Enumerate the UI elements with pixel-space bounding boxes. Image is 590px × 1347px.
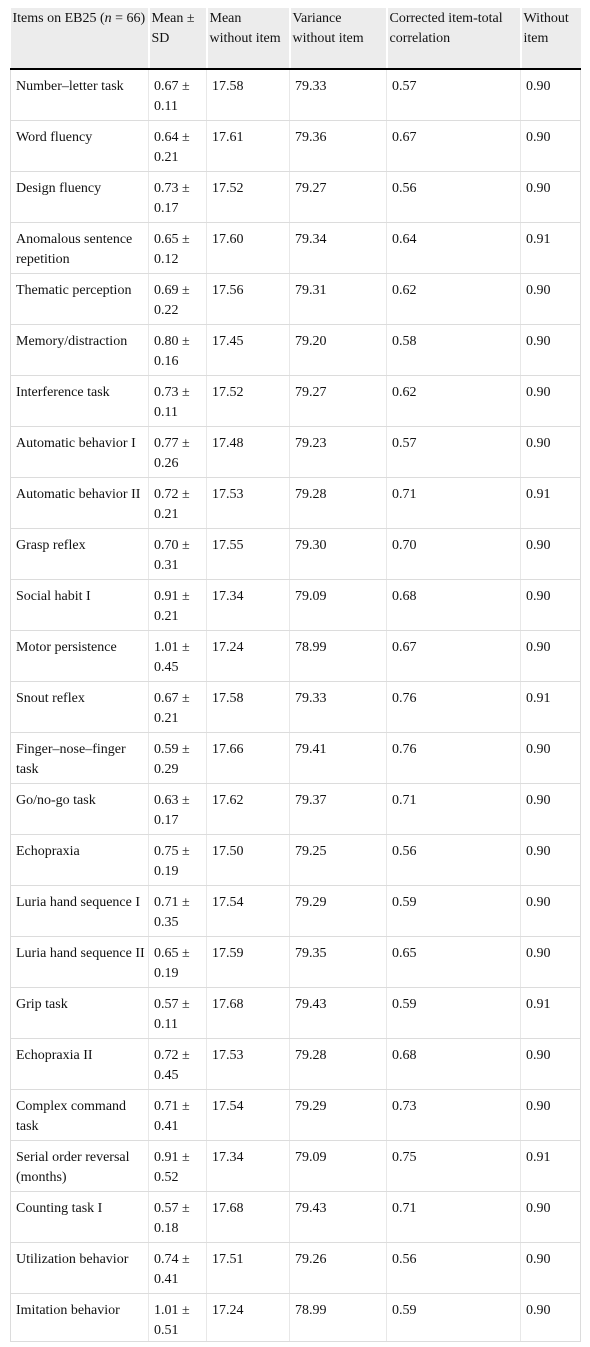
cell-corrected-correlation: 0.75 — [387, 1140, 521, 1191]
cell-corrected-correlation: 0.56 — [387, 171, 521, 222]
table-row — [11, 1140, 581, 1191]
cell-corrected-correlation: 0.68 — [387, 1038, 521, 1089]
table-row — [11, 222, 581, 273]
cell-item: Memory/distraction — [11, 324, 149, 375]
table-row — [11, 171, 581, 222]
cell-variance-without-item: 78.99 — [290, 1293, 387, 1341]
cell-without-item: 0.90 — [521, 630, 581, 681]
cell-corrected-correlation: 0.57 — [387, 69, 521, 120]
cell-item: Luria hand sequence I — [11, 885, 149, 936]
cell-mean-sd: 0.72 ± 0.21 — [149, 477, 207, 528]
cell-mean-without-item: 17.68 — [207, 987, 290, 1038]
cell-mean-without-item: 17.62 — [207, 783, 290, 834]
table-row — [11, 1038, 581, 1089]
cell-item: Echopraxia — [11, 834, 149, 885]
cell-item: Thematic perception — [11, 273, 149, 324]
cell-mean-sd: 0.77 ± 0.26 — [149, 426, 207, 477]
cell-corrected-correlation: 0.68 — [387, 579, 521, 630]
cell-mean-sd: 0.57 ± 0.11 — [149, 987, 207, 1038]
cell-mean-without-item: 17.59 — [207, 936, 290, 987]
table-row — [11, 375, 581, 426]
cell-mean-without-item: 17.48 — [207, 426, 290, 477]
cell-mean-without-item: 17.53 — [207, 477, 290, 528]
cell-without-item: 0.91 — [521, 1140, 581, 1191]
cell-corrected-correlation: 0.73 — [387, 1089, 521, 1140]
table-row — [11, 783, 581, 834]
cell-variance-without-item: 79.33 — [290, 681, 387, 732]
cell-without-item: 0.90 — [521, 273, 581, 324]
cell-variance-without-item: 79.35 — [290, 936, 387, 987]
cell-corrected-correlation: 0.56 — [387, 1242, 521, 1293]
cell-without-item: 0.90 — [521, 1191, 581, 1242]
cell-corrected-correlation: 0.64 — [387, 222, 521, 273]
table-row — [11, 1293, 581, 1341]
cell-without-item: 0.91 — [521, 477, 581, 528]
item-statistics-table — [10, 8, 581, 1342]
table-row — [11, 987, 581, 1038]
cell-variance-without-item: 79.41 — [290, 732, 387, 783]
cell-mean-without-item: 17.58 — [207, 69, 290, 120]
cell-variance-without-item: 79.23 — [290, 426, 387, 477]
header-row — [11, 8, 581, 69]
cell-mean-sd: 0.69 ± 0.22 — [149, 273, 207, 324]
cell-mean-sd: 1.01 ± 0.45 — [149, 630, 207, 681]
cell-without-item: 0.90 — [521, 120, 581, 171]
cell-mean-sd: 0.65 ± 0.19 — [149, 936, 207, 987]
cell-mean-sd: 0.67 ± 0.21 — [149, 681, 207, 732]
table-row — [11, 1191, 581, 1242]
header-items: Items on EB25 (n = 66) — [11, 8, 149, 69]
cell-corrected-correlation: 0.71 — [387, 477, 521, 528]
table-row — [11, 936, 581, 987]
table-row — [11, 732, 581, 783]
cell-variance-without-item: 79.29 — [290, 885, 387, 936]
cell-mean-sd: 0.70 ± 0.31 — [149, 528, 207, 579]
cell-variance-without-item: 79.27 — [290, 375, 387, 426]
table-row — [11, 528, 581, 579]
cell-item: Number–letter task — [11, 69, 149, 120]
cell-mean-sd: 0.63 ± 0.17 — [149, 783, 207, 834]
cell-corrected-correlation: 0.76 — [387, 681, 521, 732]
cell-variance-without-item: 79.43 — [290, 987, 387, 1038]
cell-mean-without-item: 17.68 — [207, 1191, 290, 1242]
table-row — [11, 1242, 581, 1293]
cell-mean-without-item: 17.45 — [207, 324, 290, 375]
cell-without-item: 0.90 — [521, 528, 581, 579]
cell-mean-without-item: 17.52 — [207, 171, 290, 222]
cell-without-item: 0.90 — [521, 1293, 581, 1341]
table-row — [11, 477, 581, 528]
cell-corrected-correlation: 0.67 — [387, 120, 521, 171]
table-row — [11, 885, 581, 936]
cell-mean-sd: 0.64 ± 0.21 — [149, 120, 207, 171]
table-header — [11, 8, 581, 69]
cell-mean-without-item: 17.58 — [207, 681, 290, 732]
cell-variance-without-item: 79.20 — [290, 324, 387, 375]
cell-mean-sd: 0.80 ± 0.16 — [149, 324, 207, 375]
cell-mean-without-item: 17.53 — [207, 1038, 290, 1089]
cell-mean-without-item: 17.54 — [207, 885, 290, 936]
cell-mean-sd: 0.75 ± 0.19 — [149, 834, 207, 885]
cell-without-item: 0.91 — [521, 987, 581, 1038]
cell-corrected-correlation: 0.59 — [387, 1293, 521, 1341]
cell-item: Go/no-go task — [11, 783, 149, 834]
cell-variance-without-item: 79.31 — [290, 273, 387, 324]
cell-item: Complex command task — [11, 1089, 149, 1140]
cell-corrected-correlation: 0.58 — [387, 324, 521, 375]
cell-item: Anomalous sentence repetition — [11, 222, 149, 273]
cell-corrected-correlation: 0.57 — [387, 426, 521, 477]
cell-mean-sd: 0.72 ± 0.45 — [149, 1038, 207, 1089]
cell-mean-without-item: 17.61 — [207, 120, 290, 171]
header-without-item: Without item — [521, 8, 581, 69]
cell-mean-without-item: 17.55 — [207, 528, 290, 579]
cell-without-item: 0.90 — [521, 1038, 581, 1089]
table-row — [11, 324, 581, 375]
table-body — [11, 69, 581, 1341]
cell-mean-without-item: 17.60 — [207, 222, 290, 273]
cell-mean-without-item: 17.52 — [207, 375, 290, 426]
header-mean-without-item: Mean without item — [207, 8, 290, 69]
cell-corrected-correlation: 0.62 — [387, 273, 521, 324]
cell-item: Snout reflex — [11, 681, 149, 732]
cell-item: Imitation behavior — [11, 1293, 149, 1341]
cell-item: Design fluency — [11, 171, 149, 222]
cell-corrected-correlation: 0.56 — [387, 834, 521, 885]
cell-corrected-correlation: 0.76 — [387, 732, 521, 783]
cell-item: Luria hand sequence II — [11, 936, 149, 987]
cell-variance-without-item: 79.29 — [290, 1089, 387, 1140]
cell-corrected-correlation: 0.70 — [387, 528, 521, 579]
cell-variance-without-item: 79.36 — [290, 120, 387, 171]
cell-item: Word fluency — [11, 120, 149, 171]
cell-without-item: 0.90 — [521, 579, 581, 630]
cell-corrected-correlation: 0.59 — [387, 987, 521, 1038]
cell-without-item: 0.90 — [521, 375, 581, 426]
cell-mean-sd: 0.65 ± 0.12 — [149, 222, 207, 273]
cell-without-item: 0.90 — [521, 171, 581, 222]
table-row — [11, 834, 581, 885]
table-row — [11, 69, 581, 120]
cell-mean-sd: 0.74 ± 0.41 — [149, 1242, 207, 1293]
cell-corrected-correlation: 0.67 — [387, 630, 521, 681]
cell-mean-sd: 0.59 ± 0.29 — [149, 732, 207, 783]
cell-item: Serial order reversal (months) — [11, 1140, 149, 1191]
cell-mean-without-item: 17.56 — [207, 273, 290, 324]
table-row — [11, 273, 581, 324]
cell-item: Automatic behavior I — [11, 426, 149, 477]
cell-without-item: 0.90 — [521, 783, 581, 834]
cell-item: Grasp reflex — [11, 528, 149, 579]
cell-mean-sd: 0.71 ± 0.41 — [149, 1089, 207, 1140]
cell-mean-without-item: 17.54 — [207, 1089, 290, 1140]
cell-item: Grip task — [11, 987, 149, 1038]
cell-mean-sd: 0.91 ± 0.21 — [149, 579, 207, 630]
cell-item: Counting task I — [11, 1191, 149, 1242]
cell-variance-without-item: 79.34 — [290, 222, 387, 273]
cell-variance-without-item: 79.37 — [290, 783, 387, 834]
cell-variance-without-item: 79.26 — [290, 1242, 387, 1293]
table-row — [11, 579, 581, 630]
cell-without-item: 0.90 — [521, 936, 581, 987]
cell-variance-without-item: 79.09 — [290, 579, 387, 630]
cell-variance-without-item: 79.27 — [290, 171, 387, 222]
cell-mean-sd: 0.57 ± 0.18 — [149, 1191, 207, 1242]
header-mean-sd: Mean ± SD — [149, 8, 207, 69]
cell-without-item: 0.90 — [521, 69, 581, 120]
cell-mean-sd: 0.73 ± 0.11 — [149, 375, 207, 426]
table-row — [11, 426, 581, 477]
table-row — [11, 630, 581, 681]
cell-mean-without-item: 17.51 — [207, 1242, 290, 1293]
header-variance-without-item: Variance without item — [290, 8, 387, 69]
cell-without-item: 0.90 — [521, 426, 581, 477]
cell-mean-sd: 0.71 ± 0.35 — [149, 885, 207, 936]
cell-item: Finger–nose–finger task — [11, 732, 149, 783]
cell-mean-without-item: 17.34 — [207, 579, 290, 630]
cell-corrected-correlation: 0.71 — [387, 1191, 521, 1242]
cell-variance-without-item: 79.28 — [290, 477, 387, 528]
cell-item: Interference task — [11, 375, 149, 426]
cell-variance-without-item: 79.33 — [290, 69, 387, 120]
cell-corrected-correlation: 0.71 — [387, 783, 521, 834]
cell-mean-sd: 0.91 ± 0.52 — [149, 1140, 207, 1191]
cell-without-item: 0.90 — [521, 1242, 581, 1293]
table-row — [11, 681, 581, 732]
cell-without-item: 0.90 — [521, 1089, 581, 1140]
header-corrected-correlation: Corrected item-total correlation — [387, 8, 521, 69]
cell-item: Utilization behavior — [11, 1242, 149, 1293]
cell-item: Automatic behavior II — [11, 477, 149, 528]
cell-item: Social habit I — [11, 579, 149, 630]
cell-mean-sd: 0.73 ± 0.17 — [149, 171, 207, 222]
cell-item: Motor persistence — [11, 630, 149, 681]
cell-without-item: 0.91 — [521, 222, 581, 273]
cell-variance-without-item: 79.30 — [290, 528, 387, 579]
cell-corrected-correlation: 0.59 — [387, 885, 521, 936]
table-row — [11, 1089, 581, 1140]
cell-without-item: 0.90 — [521, 324, 581, 375]
cell-variance-without-item: 79.28 — [290, 1038, 387, 1089]
cell-mean-sd: 0.67 ± 0.11 — [149, 69, 207, 120]
cell-variance-without-item: 78.99 — [290, 630, 387, 681]
cell-mean-without-item: 17.66 — [207, 732, 290, 783]
cell-mean-without-item: 17.24 — [207, 1293, 290, 1341]
cell-without-item: 0.90 — [521, 834, 581, 885]
cell-corrected-correlation: 0.62 — [387, 375, 521, 426]
cell-mean-sd: 1.01 ± 0.51 — [149, 1293, 207, 1341]
cell-item: Echopraxia II — [11, 1038, 149, 1089]
cell-without-item: 0.90 — [521, 732, 581, 783]
table-row — [11, 120, 581, 171]
cell-variance-without-item: 79.25 — [290, 834, 387, 885]
cell-variance-without-item: 79.09 — [290, 1140, 387, 1191]
cell-without-item: 0.91 — [521, 681, 581, 732]
cell-corrected-correlation: 0.65 — [387, 936, 521, 987]
cell-without-item: 0.90 — [521, 885, 581, 936]
cell-variance-without-item: 79.43 — [290, 1191, 387, 1242]
cell-mean-without-item: 17.34 — [207, 1140, 290, 1191]
cell-mean-without-item: 17.50 — [207, 834, 290, 885]
cell-mean-without-item: 17.24 — [207, 630, 290, 681]
